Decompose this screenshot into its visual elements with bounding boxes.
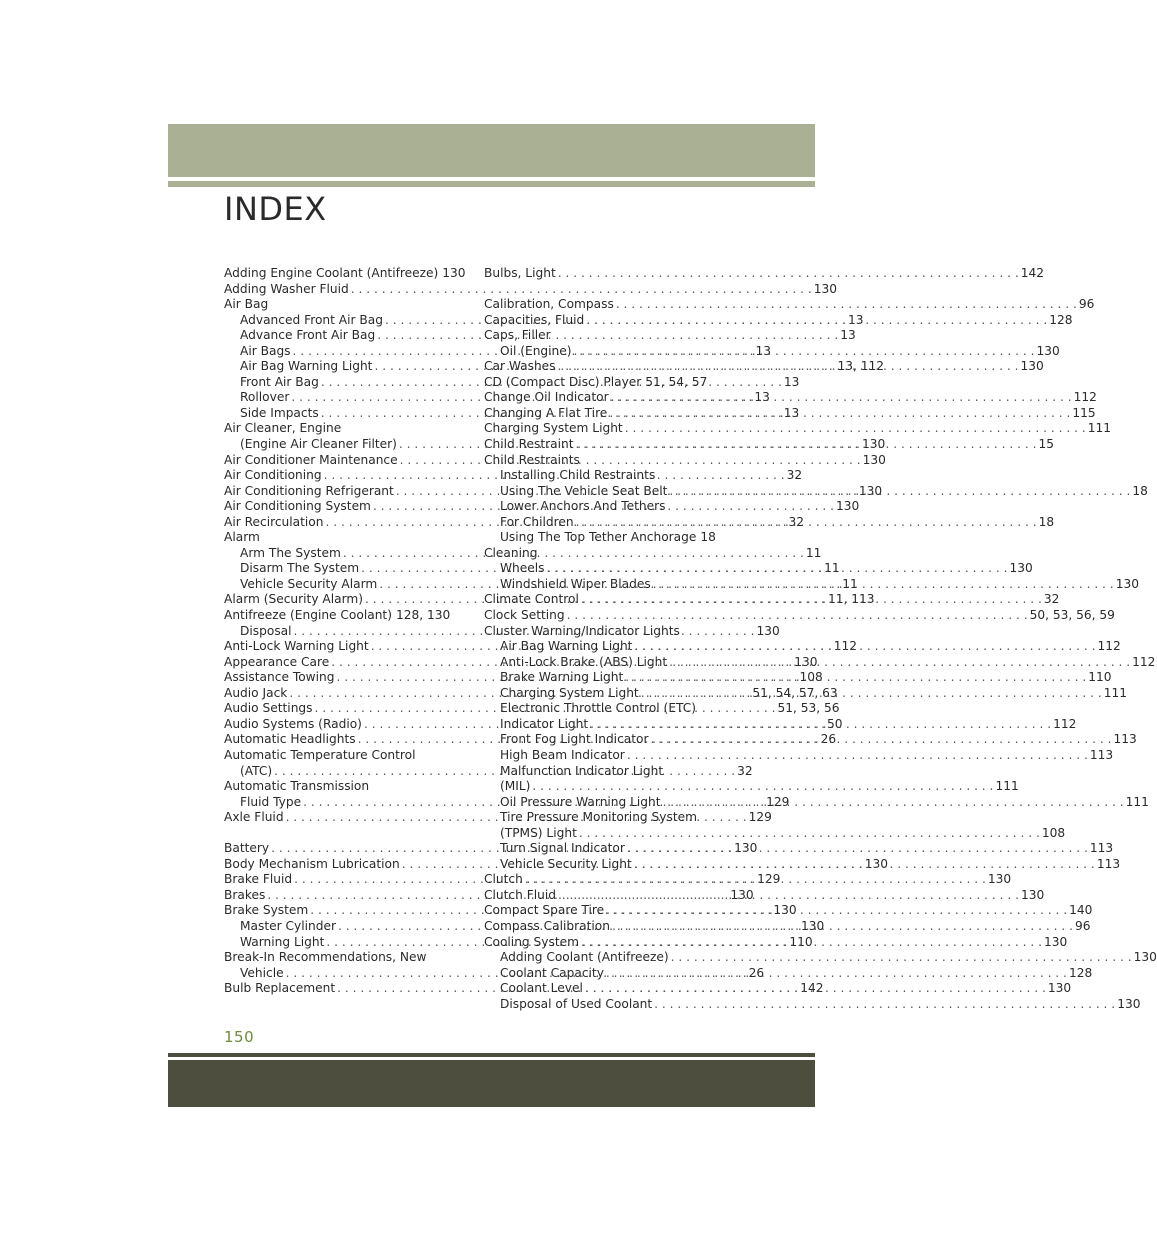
- entry-term: Advance Front Air Bag: [240, 328, 376, 343]
- dot-leader: [532, 779, 993, 795]
- entry-page-ref: 32: [737, 763, 753, 778]
- entry-term: Using The Top Tether Anchorage: [500, 530, 697, 545]
- entry-term: (ATC): [240, 763, 273, 778]
- entry-page-ref: 130: [734, 841, 758, 856]
- entry-page-ref: 32: [786, 468, 803, 483]
- entry-term: Compass Calibration: [484, 918, 610, 933]
- entry-term: Battery: [224, 841, 270, 856]
- entry-term: Calibration, Compass: [484, 297, 614, 312]
- entry-term: Change Oil Indicator: [484, 390, 609, 405]
- entry-term: Clutch Fluid: [484, 887, 556, 902]
- entry-term: Child Restraint: [484, 437, 574, 452]
- entry-term: Charging System Light: [484, 421, 623, 436]
- entry-term: Oil Pressure Warning Light: [500, 794, 661, 809]
- entry-term: Vehicle: [240, 965, 284, 980]
- entry-page-ref: 113: [1089, 841, 1114, 856]
- entry-page-ref: 130: [864, 856, 888, 871]
- entry-term: Cleaning: [484, 545, 538, 560]
- entry-page-ref: 130: [1047, 981, 1072, 996]
- entry-page-ref: 15: [1038, 437, 1055, 452]
- dot-leader: [590, 717, 1051, 733]
- entry-term: Disposal: [240, 623, 292, 638]
- dot-leader: [525, 872, 986, 888]
- entry-page-ref: 18: [1038, 514, 1055, 529]
- entry-term: Lower Anchors And Tethers: [500, 499, 666, 514]
- entry-page-ref: 13, 112: [837, 359, 884, 374]
- index-subentry: [484, 499, 702, 515]
- dot-leader: [547, 561, 1008, 577]
- entry-term: Climate Control: [484, 592, 579, 607]
- entry-page-ref: 11: [824, 561, 840, 576]
- entry-term: Cluster Warning/Indicator Lights: [484, 623, 680, 638]
- index-entry: [484, 608, 1115, 624]
- entry-page-ref: 130: [1117, 996, 1141, 1011]
- entry-term: (MIL): [500, 779, 531, 794]
- dot-leader: [606, 903, 1067, 919]
- entry-term: Oil (Engine): [500, 343, 572, 358]
- entry-term: Advanced Front Air Bag: [240, 312, 383, 327]
- dot-leader: [576, 515, 1037, 531]
- entry-term: Automatic Headlights: [224, 732, 356, 747]
- header-band: [168, 124, 815, 177]
- entry-term: Indicator Light: [500, 716, 589, 731]
- dot-leader: [634, 639, 1095, 655]
- dot-leader: [581, 935, 1042, 951]
- entry-page-ref: 50: [826, 716, 843, 731]
- dot-leader: [671, 950, 1132, 966]
- entry-term: Bulb Replacement: [224, 981, 336, 996]
- index-entry: [484, 453, 702, 469]
- entry-page-ref: 113: [1113, 732, 1137, 747]
- entry-term: Fluid Type: [240, 794, 302, 809]
- entry-page-ref: 112: [833, 639, 857, 654]
- dot-leader: [574, 344, 1035, 360]
- entry-page-ref: 140: [1069, 903, 1093, 918]
- entry-page-ref: 96: [1078, 297, 1095, 312]
- index-subentry: [484, 747, 1114, 764]
- entry-term: Air Conditioner Maintenance: [224, 452, 398, 467]
- entry-term: Turn Signal Indicator: [500, 841, 625, 856]
- entry-term: Disposal of Used Coolant: [500, 996, 653, 1011]
- entry-page-ref: 26: [820, 732, 837, 747]
- entry-page-ref: 11, 113: [828, 592, 875, 607]
- index-entry: [224, 297, 442, 313]
- dot-leader: [616, 297, 1077, 313]
- entry-page-ref: 129: [757, 872, 781, 887]
- index-subentry: [484, 996, 1141, 1013]
- index-subentry: [484, 639, 1121, 655]
- dot-leader: [627, 748, 1088, 764]
- entry-term: Child Restraints: [484, 452, 580, 467]
- entry-page-ref: 128: [1049, 312, 1073, 327]
- dot-leader: [653, 577, 1114, 593]
- entry-page-ref: 18: [700, 530, 716, 545]
- entry-term: Air Cleaner, Engine: [224, 421, 342, 436]
- entry-term: Anti-Lock Warning Light: [224, 639, 369, 654]
- entry-term: Changing A Flat Tire: [484, 405, 608, 420]
- entry-page-ref: 130: [1020, 887, 1045, 902]
- entry-term: Automatic Transmission: [224, 779, 370, 794]
- index-subentry: [484, 530, 716, 546]
- index-entry: [484, 887, 1045, 904]
- entry-page-ref: 108: [1041, 825, 1066, 840]
- entry-page-ref: 96: [1074, 918, 1091, 933]
- dot-leader: [627, 841, 1088, 857]
- index-entry: [224, 266, 466, 282]
- entry-term: Appearance Care: [224, 654, 330, 669]
- index-subentry: [484, 779, 1019, 795]
- entry-term: Automatic Temperature Control: [224, 747, 416, 762]
- entry-term: Break-In Recommendations, New: [224, 950, 427, 965]
- entry-term: Compact Spare Tire: [484, 903, 605, 918]
- entry-term: Car Washes: [484, 359, 556, 374]
- entry-term: Malfunction Indicator Light: [500, 763, 664, 778]
- index-spacer: [224, 826, 442, 842]
- entry-term: Vehicle Security Alarm: [240, 576, 378, 591]
- dot-leader: [609, 406, 1070, 422]
- entry-page-ref: 113: [1096, 856, 1121, 871]
- entry-term: Arm The System: [240, 545, 341, 560]
- entry-page-ref: 129: [748, 810, 772, 825]
- dot-leader: [612, 919, 1073, 935]
- entry-page-ref: 128, 130: [395, 608, 451, 623]
- entry-page-ref: 32: [788, 514, 805, 529]
- entry-page-ref: 128: [1068, 965, 1093, 980]
- index-entry: [484, 297, 1095, 313]
- index-entry: [224, 950, 442, 966]
- entry-term: Tire Pressure Monitoring System: [500, 810, 697, 825]
- page-title: INDEX: [224, 190, 327, 228]
- entry-page-ref: 130: [442, 266, 466, 280]
- index-entry: [484, 546, 702, 562]
- entry-page-ref: 50, 53, 56, 59: [1029, 608, 1115, 623]
- entry-page-ref: 130: [1133, 950, 1157, 965]
- entry-term: Master Cylinder: [240, 918, 336, 933]
- entry-page-ref: 130: [800, 918, 825, 933]
- entry-term: Coolant Level: [500, 981, 583, 996]
- entry-term: Air Conditioning System: [224, 499, 371, 514]
- entry-term: Audio Jack: [224, 685, 288, 700]
- index-entry: [484, 374, 708, 391]
- entry-page-ref: 13: [783, 374, 800, 389]
- entry-term: Bulbs, Light: [484, 266, 556, 280]
- dot-leader: [576, 437, 1037, 453]
- index-subentry: [484, 468, 702, 484]
- entry-term: Side Impacts: [240, 405, 319, 420]
- entry-page-ref: 115: [1072, 405, 1096, 420]
- entry-term: Clutch: [484, 872, 523, 887]
- entry-page-ref: 129: [766, 794, 790, 809]
- entry-term: Anti-Lock Brake (ABS) Light: [500, 654, 668, 669]
- index-subentry: [484, 825, 1066, 842]
- entry-page-ref: 13: [847, 312, 864, 327]
- entry-term: Alarm (Security Alarm): [224, 592, 364, 607]
- entry-page-ref: 130: [858, 483, 883, 498]
- entry-term: Audio Settings: [224, 701, 313, 716]
- index-subentry: [484, 810, 702, 826]
- entry-term: Air Conditioning Refrigerant: [224, 483, 394, 498]
- entry-term: Air Recirculation: [224, 514, 324, 529]
- entry-term: Disarm The System: [240, 561, 360, 576]
- entry-page-ref: 110: [1088, 670, 1112, 685]
- entry-term: Adding Coolant (Antifreeze): [500, 950, 669, 965]
- entry-term: Caps, Filler: [484, 328, 551, 343]
- index-spacer: [484, 282, 702, 298]
- dot-leader: [558, 888, 1019, 904]
- dot-leader: [586, 313, 1047, 329]
- entry-page-ref: 130: [773, 903, 797, 918]
- footer-stripe: [168, 1053, 815, 1057]
- index-entry: [224, 530, 442, 546]
- dot-leader: [558, 266, 1019, 282]
- entry-page-ref: 130: [835, 499, 860, 514]
- page-number: 150: [224, 1028, 255, 1046]
- index-entry: [484, 266, 1045, 282]
- entry-page-ref: 13: [755, 343, 772, 358]
- entry-term: Using The Vehicle Seat Belt: [500, 483, 668, 498]
- entry-term: Installing Child Restraints: [500, 468, 656, 483]
- entry-term: Vehicle Security Light: [500, 856, 632, 871]
- entry-term: Axle Fluid: [224, 810, 284, 825]
- dot-leader: [625, 421, 1086, 437]
- index-entry: [484, 624, 702, 640]
- entry-term: Brake Warning Light: [500, 670, 624, 685]
- index-subentry: [484, 343, 1060, 360]
- entry-term: Alarm: [224, 530, 260, 545]
- entry-page-ref: 18: [1132, 483, 1148, 498]
- entry-page-ref: 112: [1053, 716, 1077, 731]
- entry-page-ref: 51, 54, 57, 63: [752, 685, 838, 700]
- entry-page-ref: 142: [1020, 266, 1045, 280]
- entry-term: Air Bags: [240, 343, 291, 358]
- entry-page-ref: 130: [862, 452, 886, 467]
- index-entry: [224, 421, 442, 437]
- entry-page-ref: 51, 54, 57: [645, 374, 708, 389]
- entry-page-ref: 142: [800, 981, 824, 996]
- entry-term: (TPMS) Light: [500, 825, 577, 840]
- entry-page-ref: 112: [1097, 639, 1121, 654]
- entry-term: Air Conditioning: [224, 468, 322, 483]
- entry-page-ref: 130: [1009, 561, 1033, 576]
- entry-page-ref: 112: [1132, 654, 1156, 669]
- dot-leader: [567, 608, 1028, 624]
- entry-page-ref: 111: [995, 779, 1019, 794]
- entry-page-ref: 11: [842, 576, 858, 591]
- entry-term: Air Bag Warning Light: [500, 639, 633, 654]
- index-entry: [484, 421, 1111, 437]
- dot-leader: [585, 981, 1046, 997]
- entry-term: Clock Setting: [484, 608, 565, 623]
- entry-page-ref: 108: [799, 670, 823, 685]
- entry-page-ref: 130: [813, 281, 838, 296]
- entry-term: For Children: [500, 514, 574, 529]
- index-entry: [224, 748, 442, 764]
- entry-term: Assistance Towing: [224, 670, 335, 685]
- entry-term: Charging System Light: [500, 685, 639, 700]
- entry-page-ref: 13: [754, 390, 770, 405]
- dot-leader: [558, 359, 1019, 375]
- entry-page-ref: 130: [1115, 576, 1139, 591]
- entry-term: Brake System: [224, 903, 309, 918]
- entry-page-ref: 130: [1044, 934, 1068, 949]
- entry-page-ref: 112: [1073, 390, 1097, 405]
- entry-page-ref: 110: [789, 934, 813, 949]
- dot-leader: [663, 795, 1124, 811]
- index-entry: [484, 328, 702, 344]
- entry-term: Warning Light: [240, 934, 325, 949]
- dot-leader: [634, 857, 1095, 873]
- footer-band: [168, 1060, 815, 1107]
- entry-term: Adding Washer Fluid: [224, 281, 349, 296]
- entry-term: Antifreeze (Engine Coolant): [224, 608, 392, 623]
- entry-page-ref: 51, 53, 56: [777, 701, 840, 716]
- entry-term: Wheels: [500, 561, 545, 576]
- entry-term: Air Bag Warning Light: [240, 359, 373, 374]
- entry-page-ref: 111: [1103, 685, 1127, 700]
- dot-leader: [641, 686, 1102, 702]
- entry-page-ref: 13: [783, 405, 800, 420]
- entry-term: (Engine Air Cleaner Filter): [240, 437, 397, 452]
- entry-page-ref: 130: [987, 872, 1012, 887]
- dot-leader: [669, 484, 1130, 500]
- entry-page-ref: 26: [748, 965, 765, 980]
- entry-term: Body Mechanism Lubrication: [224, 856, 400, 871]
- dot-leader: [581, 592, 1042, 608]
- entry-term: Adding Engine Coolant (Antifreeze): [224, 266, 439, 280]
- index-subentry: [484, 764, 702, 780]
- index-subentry: [484, 950, 1157, 966]
- dot-leader: [651, 732, 1112, 748]
- index-entry: [224, 281, 838, 298]
- dot-leader: [606, 966, 1067, 982]
- entry-page-ref: 130: [861, 437, 886, 452]
- entry-page-ref: 130: [756, 623, 780, 638]
- entry-page-ref: 11: [805, 545, 822, 560]
- entry-term: Brakes: [224, 887, 266, 902]
- entry-term: Windshield Wiper Blades: [500, 576, 651, 591]
- entry-term: Electronic Throttle Control (ETC): [500, 701, 697, 716]
- entry-term: Front Air Bag: [240, 374, 319, 389]
- entry-term: Front Fog Light Indicator: [500, 732, 649, 747]
- dot-leader: [654, 997, 1115, 1013]
- entry-term: Capacities, Fluid: [484, 312, 585, 327]
- entry-page-ref: 130: [794, 654, 818, 669]
- entry-page-ref: 113: [1089, 747, 1114, 762]
- entry-term: Coolant Capacity: [500, 965, 604, 980]
- entry-page-ref: 13: [840, 328, 856, 343]
- dot-leader: [669, 655, 1130, 671]
- entry-term: Air Bag: [224, 297, 269, 312]
- entry-page-ref: 130: [730, 887, 754, 902]
- index-entry: [224, 779, 442, 795]
- index-entry: [224, 608, 451, 624]
- entry-page-ref: 130: [1020, 359, 1044, 374]
- entry-term: High Beam Indicator: [500, 747, 625, 762]
- entry-page-ref: 130: [1036, 343, 1060, 358]
- index-subentry: [484, 701, 702, 717]
- entry-term: Rollover: [240, 390, 290, 405]
- entry-term: Cooling System: [484, 934, 579, 949]
- entry-page-ref: 111: [1087, 421, 1111, 436]
- dot-leader: [611, 390, 1072, 406]
- entry-page-ref: 111: [1125, 794, 1149, 809]
- entry-term: CD (Compact Disc) Player: [484, 374, 642, 389]
- dot-leader: [625, 670, 1086, 686]
- entry-page-ref: 32: [1043, 592, 1060, 607]
- dot-leader: [579, 826, 1040, 842]
- entry-term: Brake Fluid: [224, 872, 293, 887]
- entry-term: Audio Systems (Radio): [224, 716, 362, 731]
